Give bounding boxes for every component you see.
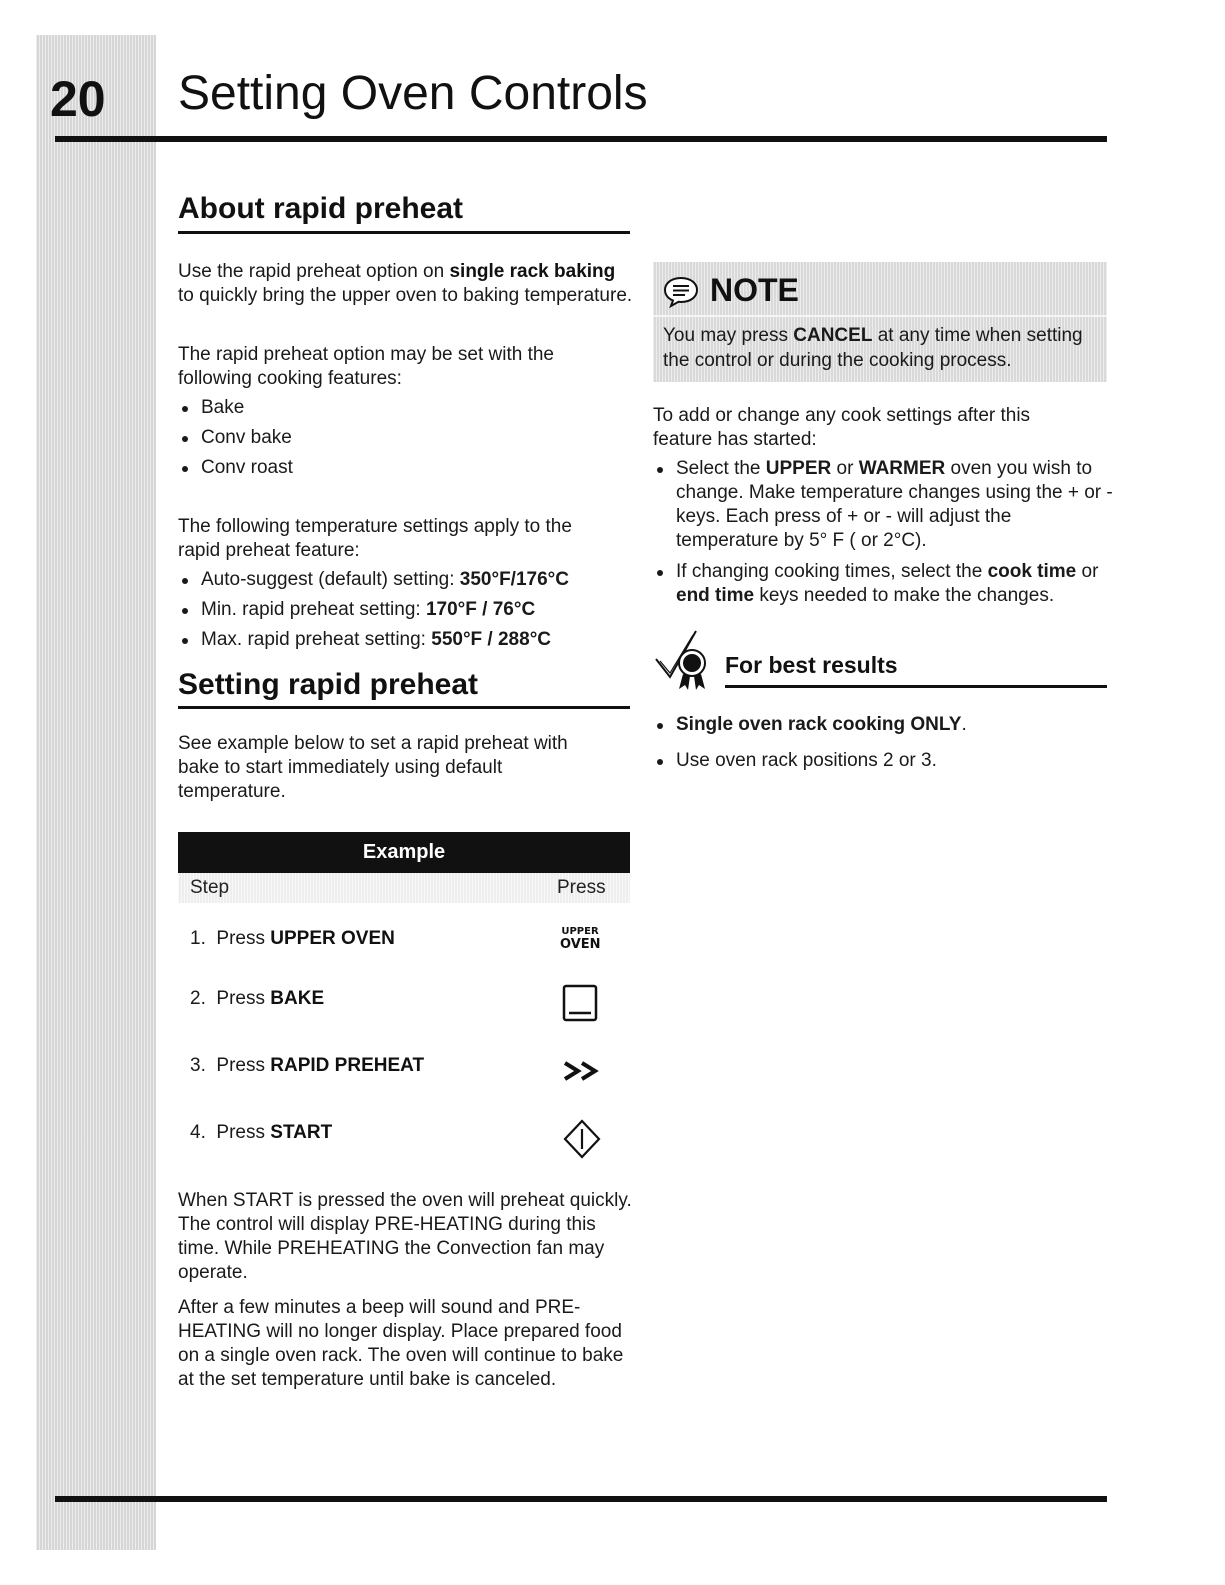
temps-list: [178, 568, 633, 652]
note-title: NOTE: [710, 272, 799, 308]
about-intro: Use the rapid preheat option on single rack baking to quickly bring the upper oven to baking temperature.: [178, 261, 633, 306]
column-header-step: Step: [190, 877, 230, 898]
footer-rule: [55, 1496, 1107, 1502]
upper-oven-key-icon: UPPER OVEN: [560, 926, 601, 952]
step-row: 3. Press RAPID PREHEAT: [190, 1055, 425, 1076]
page-title: Setting Oven Controls: [178, 67, 648, 120]
best-results-list: [653, 713, 1103, 773]
after-paragraph-1: When START is pressed the oven will preheat quickly. The control will display PRE-HEATING during this time. While PREHEATING the Convection fan may operate.: [178, 1190, 632, 1283]
list-item: Min. rapid preheat setting: 170°F / 76°C: [178, 598, 633, 622]
best-results-rule: [725, 685, 1107, 688]
header-rule: [55, 136, 1107, 142]
award-ribbon-icon: [652, 627, 718, 693]
list-item: Auto-suggest (default) setting: 350°F/176°C: [178, 568, 633, 592]
note-divider: [653, 315, 1107, 317]
setting-heading: Setting rapid preheat: [178, 668, 479, 701]
list-item: Max. rapid preheat setting: 550°F / 288°C: [178, 628, 633, 652]
page-sidebar: [36, 35, 156, 1550]
features-intro: The rapid preheat option may be set with the following cooking features:: [178, 344, 555, 389]
start-key-icon: [562, 1118, 602, 1160]
temps-intro: The following temperature settings apply to the rapid preheat feature:: [178, 516, 572, 561]
list-item: Conv bake: [178, 426, 618, 450]
step-row: 1. Press UPPER OVEN: [190, 928, 395, 949]
list-item: Select the UPPER or WARMER oven you wish to change. Make temperature changes using the + or - keys. Each press of + or - will adjust the temperature by 5° F ( or 2°C).: [653, 457, 1113, 553]
list-item: Conv roast: [178, 456, 618, 480]
features-list: [178, 396, 618, 480]
change-list: [653, 457, 1113, 608]
about-heading-rule: [178, 231, 630, 234]
step-row: 2. Press BAKE: [190, 988, 325, 1009]
page-number: 20: [50, 71, 106, 127]
best-results-title: For best results: [725, 652, 898, 678]
list-item: If changing cooking times, select the cook time or end time keys needed to make the changes.: [653, 560, 1113, 608]
step-row: 4. Press START: [190, 1122, 333, 1143]
list-item: Bake: [178, 396, 618, 420]
example-header: Example: [178, 832, 630, 873]
about-heading: About rapid preheat: [178, 192, 464, 225]
note-icon: [663, 276, 699, 308]
setting-heading-rule: [178, 706, 630, 709]
setting-intro: See example below to set a rapid preheat with bake to start immediately using default temperature.: [178, 733, 568, 802]
rapid-preheat-key-icon: [563, 1061, 601, 1081]
after-paragraph-2: After a few minutes a beep will sound and PRE-HEATING will no longer display. Place prepared food on a single oven rack. The oven will continue to bake at the set temperature until bake is canceled.: [178, 1297, 624, 1390]
change-intro: To add or change any cook settings after this feature has started:: [653, 405, 1031, 450]
list-item: Use oven rack positions 2 or 3.: [653, 749, 1103, 773]
note-text: You may press CANCEL at any time when setting the control or during the cooking process.: [663, 325, 1083, 371]
bake-key-icon: [562, 984, 598, 1022]
list-item: Single oven rack cooking ONLY.: [653, 713, 1103, 737]
column-header-press: Press: [557, 877, 606, 898]
